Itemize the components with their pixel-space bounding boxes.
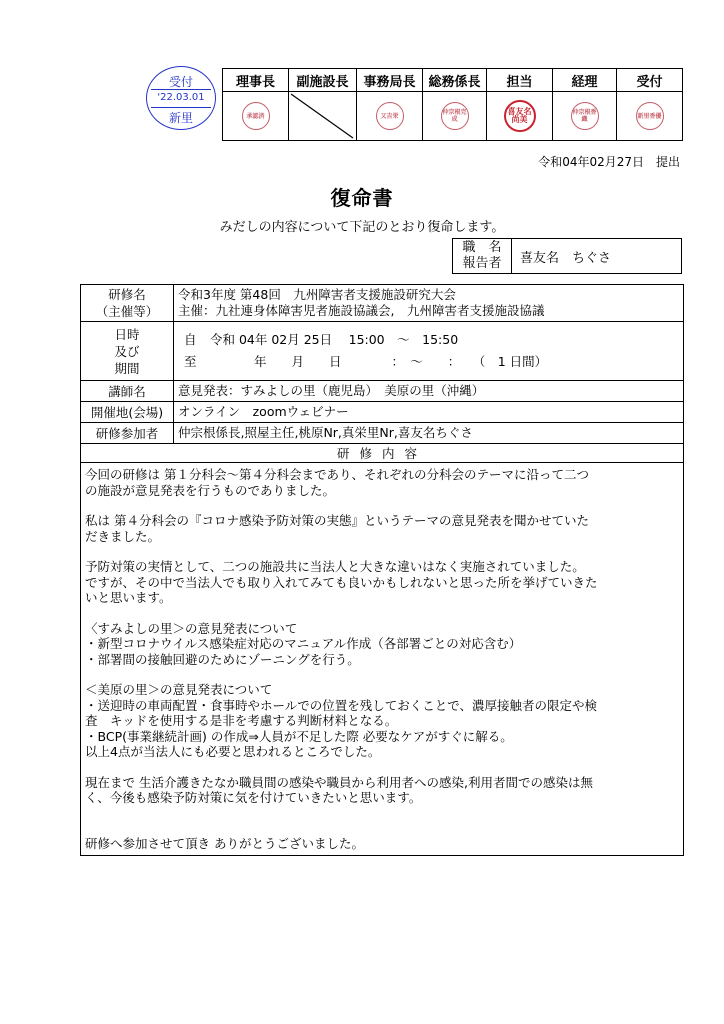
approval-header-accounting: 経理 bbox=[553, 69, 617, 92]
datetime-to-label: 至 bbox=[184, 354, 197, 369]
approval-header-secretary-general: 事務局長 bbox=[357, 69, 423, 92]
datetime-from-label: 自 bbox=[184, 332, 197, 347]
document-title: 復命書 bbox=[330, 186, 394, 210]
datetime-label-line3: 期間 bbox=[114, 360, 140, 376]
approval-cell-accounting bbox=[553, 92, 617, 141]
document-subtitle: みだしの内容について下記のとおり復命します。 bbox=[219, 220, 505, 235]
datetime-from-value: 令和 04年 02月 25日 15:00 ～ 15:50 bbox=[210, 332, 459, 347]
participants-value: 仲宗根係長,照屋主任,桃原Nr,真栄里Nr,喜友名ちぐさ bbox=[174, 423, 684, 444]
submission-date: 令和04年02月27日 提出 bbox=[538, 155, 680, 169]
venue-label: 開催地(会場) bbox=[81, 402, 174, 423]
approval-header-reception: 受付 bbox=[617, 69, 683, 92]
approval-cell-vice-director bbox=[289, 92, 357, 141]
received-stamp bbox=[146, 66, 216, 130]
seal-stamp: 承認済 bbox=[242, 102, 270, 130]
training-label-line1: 研修名 bbox=[108, 287, 146, 302]
training-organizer: 主催：九社連身体障害児者施設協議会, 九州障害者支援施設協議 bbox=[178, 303, 545, 318]
contents-body bbox=[81, 463, 684, 856]
reporter-label-position: 職 名 bbox=[462, 240, 502, 255]
lecturer-value: 意見発表：すみよしの里（鹿児島） 美原の里（沖縄） bbox=[174, 381, 684, 402]
received-stamp-divider bbox=[151, 89, 211, 90]
seal-stamp: 仲宗根香織 bbox=[571, 102, 599, 130]
datetime-from-row bbox=[184, 329, 679, 351]
received-stamp-divider bbox=[151, 107, 211, 108]
report-table bbox=[80, 284, 684, 856]
contents-paragraph: 今回の研修は 第１分科会〜第４分科会まであり、それぞれの分科会のテーマに沿って二つ の施設が意見発表を行うものでありました。 bbox=[85, 467, 589, 498]
seal-stamp: 仲宗根完成 bbox=[441, 102, 469, 130]
contents-paragraph: 研修へ参加させて頂き ありがとうございました。 bbox=[85, 835, 364, 851]
venue-value: オンライン zoomウェビナー bbox=[174, 402, 684, 423]
seal-stamp: 新里香優 bbox=[636, 102, 664, 130]
training-name: 令和3年度 第48回 九州障害者支援施設研究大会 bbox=[178, 287, 456, 302]
diagonal-strike-line bbox=[289, 92, 355, 140]
datetime-label bbox=[81, 322, 174, 381]
approval-cell-in-charge bbox=[487, 92, 553, 141]
contents-paragraph: ＜美原の里＞の意見発表について ・送迎時の車両配置・食事時やホールでの位置を残しておくことで、濃厚接触者の限定や検 査 キッドを使用する是非を考慮する判断材料となる。 ・BCP(事業継続計画) の作成⇒人員が不足した際 必要なケアがすぐに解る。 以上4点が当法人にも必要と思われるところでした。 bbox=[85, 682, 598, 759]
received-stamp-name: 新里 bbox=[168, 111, 193, 125]
reporter-label-reporter: 報告者 bbox=[462, 256, 502, 271]
training-label bbox=[81, 285, 174, 322]
datetime-value bbox=[174, 322, 684, 381]
seal-stamp: 喜友名尚美 bbox=[504, 100, 536, 132]
approval-cell-reception bbox=[617, 92, 683, 141]
seal-stamp: 又吉栄 bbox=[376, 102, 404, 130]
approval-header-in-charge: 担当 bbox=[487, 69, 553, 92]
received-stamp-label: 受付 bbox=[168, 75, 193, 89]
datetime-label-line1: 日時 bbox=[114, 326, 140, 342]
approval-header-chairman: 理事長 bbox=[223, 69, 289, 92]
approval-cell-chairman bbox=[223, 92, 289, 141]
contents-header: 研修内容 bbox=[81, 444, 684, 463]
contents-paragraph: 〈すみよしの里＞の意見発表について ・新型コロナウイルス感染症対応のマニュアル作成（各部署ごとの対応含む） ・部署間の接触回避のためにゾーニングを行う。 bbox=[85, 620, 522, 667]
training-value bbox=[174, 285, 684, 322]
reporter-name: 喜友名 ちぐさ bbox=[512, 239, 682, 274]
contents-paragraph: 予防対策の実情として、二つの施設共に当法人と大きな違いはなく実施されていました。 ですが、その中で当法人でも取り入れてみても良いかもしれないと思った所を挙げていきた いと思います。 bbox=[85, 559, 598, 605]
training-label-line2: （主催等） bbox=[95, 304, 159, 319]
approval-header-general-affairs: 総務係長 bbox=[423, 69, 487, 92]
datetime-to-row bbox=[184, 351, 679, 373]
reporter-label bbox=[453, 239, 512, 274]
received-stamp-date: '22.03.01 bbox=[157, 92, 205, 103]
participants-label: 研修参加者 bbox=[81, 423, 174, 444]
lecturer-label: 講師名 bbox=[81, 381, 174, 402]
approval-cell-secretary-general bbox=[357, 92, 423, 141]
reporter-box bbox=[452, 238, 682, 274]
approval-header-vice-director: 副施設長 bbox=[289, 69, 357, 92]
approval-grid bbox=[222, 68, 683, 141]
datetime-to-value: 年 月 日 ： ～ ： （ 1 日間） bbox=[254, 354, 548, 369]
datetime-label-line2: 及び bbox=[114, 343, 140, 359]
approval-cell-general-affairs bbox=[423, 92, 487, 141]
contents-paragraph: 私は 第４分科会の『コロナ感染予防対策の実態』というテーマの意見発表を聞かせていた だきました。 bbox=[85, 513, 589, 544]
contents-paragraph: 現在まで 生活介護きたなか職員間の感染や職員から利用者への感染,利用者間での感染は無 く、今後も感染予防対策に気を付けていきたいと思います。 bbox=[85, 774, 593, 805]
